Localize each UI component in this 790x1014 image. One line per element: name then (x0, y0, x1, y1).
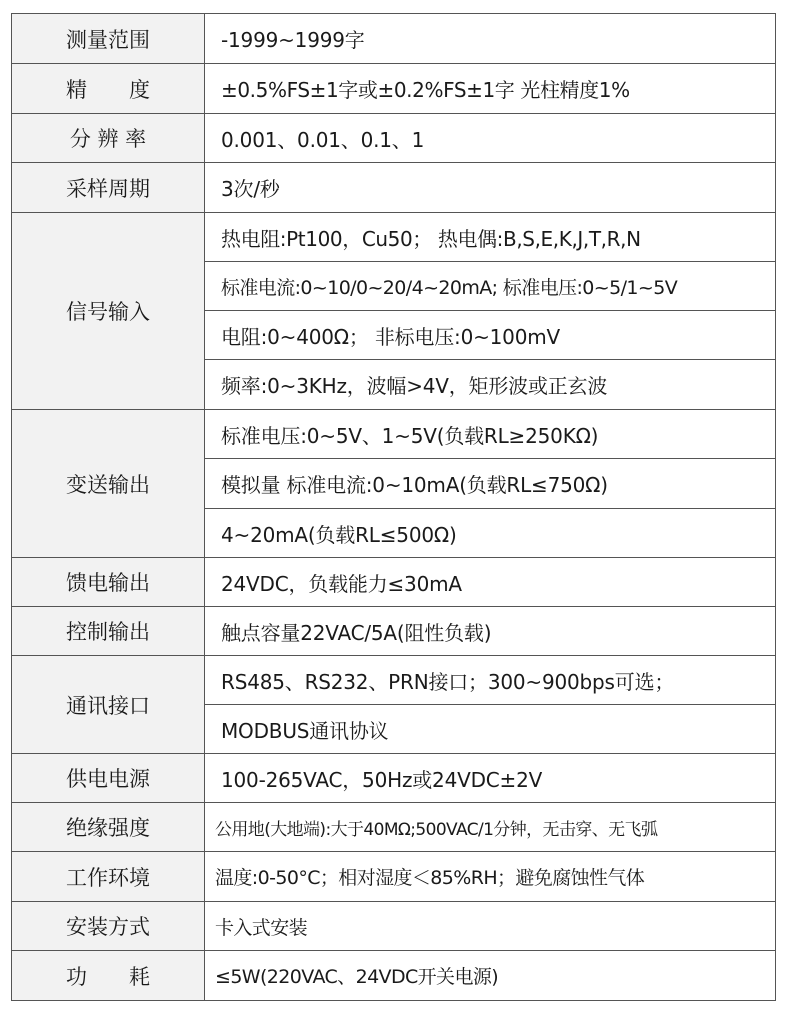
row-label: 功 耗 (12, 951, 205, 1001)
row-label: 采样周期 (12, 163, 205, 213)
table-row (12, 656, 776, 705)
row-label: 精 度 (12, 64, 205, 114)
row-value: 24VDC，负载能力≤30mA (205, 558, 776, 607)
row-value: ±0.5%FS±1字或±0.2%FS±1字 光柱精度1% (205, 64, 776, 114)
table-row (12, 902, 776, 951)
row-value: 电阻:0~400Ω； 非标电压:0~100mV (205, 311, 776, 360)
row-value: 模拟量 标准电流:0~10mA(负载RL≤750Ω) (205, 459, 776, 509)
row-value: 3次/秒 (205, 163, 776, 213)
row-value: -1999~1999字 (205, 14, 776, 64)
row-value: 热电阻:Pt100，Cu50； 热电偶:B,S,E,K,J,T,R,N (205, 213, 776, 262)
row-label: 信号输入 (12, 213, 205, 410)
row-label: 分 辨 率 (12, 114, 205, 163)
row-value: MODBUS通讯协议 (205, 705, 776, 754)
row-value: 0.001、0.01、0.1、1 (205, 114, 776, 163)
row-value: RS485、RS232、PRN接口；300~900bps可选； (205, 656, 776, 705)
table-row (12, 163, 776, 213)
row-value: 标准电流:0~10/0~20/4~20mA; 标准电压:0~5/1~5V (205, 262, 776, 311)
row-value: 温度:0-50°C；相对湿度＜85%RH；避免腐蚀性气体 (205, 852, 776, 902)
row-value: 公用地(大地端):大于40MΩ;500VAC/1分钟，无击穿、无飞弧 (205, 803, 776, 852)
table-row (12, 410, 776, 459)
table-row (12, 803, 776, 852)
table-row (12, 213, 776, 262)
row-label: 供电电源 (12, 754, 205, 803)
row-value: 4~20mA(负载RL≤500Ω) (205, 509, 776, 558)
row-value: 标准电压:0~5V、1~5V(负载RL≥250KΩ) (205, 410, 776, 459)
row-label: 工作环境 (12, 852, 205, 902)
row-label: 安装方式 (12, 902, 205, 951)
table-row (12, 64, 776, 114)
row-value: 触点容量22VAC/5A(阻性负载) (205, 607, 776, 656)
table-row (12, 14, 776, 64)
row-value: 频率:0~3KHz，波幅>4V，矩形波或正玄波 (205, 360, 776, 410)
row-label: 通讯接口 (12, 656, 205, 754)
row-label: 绝缘强度 (12, 803, 205, 852)
table-row (12, 754, 776, 803)
row-label: 测量范围 (12, 14, 205, 64)
row-label: 控制输出 (12, 607, 205, 656)
table-row (12, 114, 776, 163)
table-row (12, 607, 776, 656)
row-value: 100-265VAC，50Hz或24VDC±2V (205, 754, 776, 803)
row-label: 馈电输出 (12, 558, 205, 607)
row-value: ≤5W(220VAC、24VDC开关电源) (205, 951, 776, 1001)
row-value: 卡入式安装 (205, 902, 776, 951)
table-row (12, 951, 776, 1001)
spec-table (11, 13, 776, 1001)
row-label: 变送输出 (12, 410, 205, 558)
table-row (12, 558, 776, 607)
table-row (12, 852, 776, 902)
